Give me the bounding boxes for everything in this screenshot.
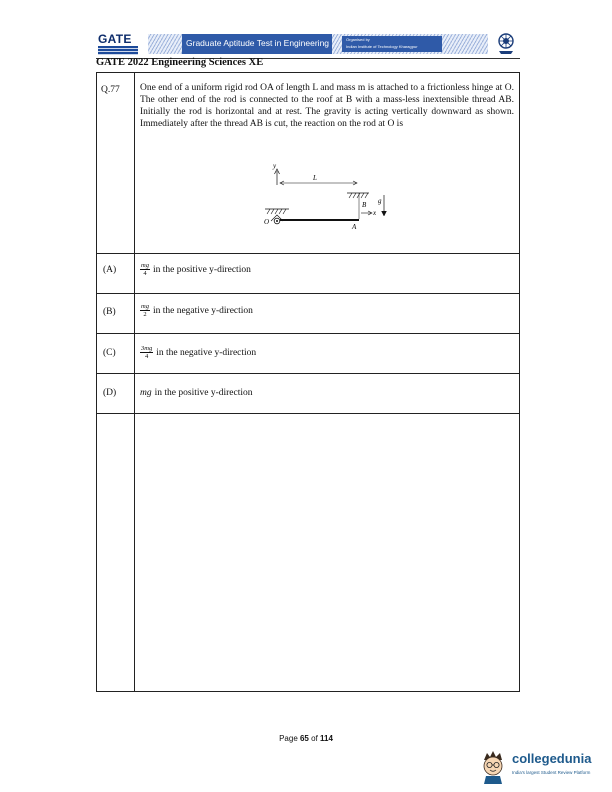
page-total: 114	[320, 734, 333, 743]
option-a-denominator: 4	[143, 270, 147, 277]
point-o-label: O	[264, 218, 270, 226]
option-a-numerator: mg	[141, 262, 149, 269]
option-c-denominator: 4	[144, 353, 149, 360]
option-d	[140, 388, 253, 398]
row-divider-d	[97, 373, 519, 374]
hinge-pin-center	[276, 220, 278, 222]
banner-title: Graduate Aptitude Test in Engineering	[186, 38, 330, 48]
question-number: Q.77	[101, 85, 120, 95]
footer-middle: of	[308, 734, 321, 743]
gravity-arrowhead	[382, 211, 387, 216]
iit-emblem-icon	[494, 31, 518, 55]
option-b-fraction	[140, 303, 150, 318]
exam-title: GATE 2022 Engineering Sciences XE	[96, 57, 264, 68]
option-d-label: (D)	[103, 388, 117, 398]
collegedunia-brand	[478, 748, 608, 788]
option-c-numerator: 3mg	[141, 345, 153, 352]
banner-strip	[148, 34, 488, 54]
x-axis-label: x	[373, 209, 377, 217]
page-footer	[0, 734, 612, 743]
organized-label: Organised by	[346, 37, 370, 42]
gate-logo-text: GATE	[98, 32, 132, 46]
option-b-numerator: mg	[141, 303, 149, 310]
question-text: One end of a uniform rigid rod OA of length L and mass m is attached to a frictionless hinge at O. The other end of the rod is connected to the roof at B with a mass-less inextensible thread AB. Initially the rod is horizontal and at rest. The gravity is acting vertically downward as shown. Immediately after the thread AB is cut, the reaction on the rod at O is	[140, 83, 514, 129]
organizer-name: Indian Institute of Technology Kharagpur	[346, 44, 418, 49]
brand-tagline: India's largest Student Review Platform	[512, 770, 591, 775]
option-c-fraction	[140, 345, 153, 360]
option-a-fraction	[140, 262, 150, 277]
column-divider	[134, 73, 135, 691]
footer-prefix: Page	[279, 734, 300, 743]
row-divider-c	[97, 333, 519, 334]
hinge-hatching	[267, 209, 286, 214]
mascot-icon	[478, 748, 508, 784]
brand-name: collegedunia	[512, 751, 592, 766]
option-a-label: (A)	[103, 265, 117, 275]
row-divider-b	[97, 293, 519, 294]
option-b-text: in the negative y-direction	[152, 305, 253, 316]
question-table	[96, 72, 520, 692]
option-b-label: (B)	[103, 307, 116, 317]
length-label: L	[313, 174, 317, 182]
y-axis-label: y	[273, 163, 277, 170]
row-divider-a	[97, 253, 519, 254]
option-a-text: in the positive y-direction	[152, 264, 251, 275]
page-number: 65	[299, 734, 309, 743]
organizer-box	[342, 36, 442, 52]
point-b-label: B	[362, 201, 367, 209]
rod-diagram	[247, 163, 387, 245]
header-banner	[96, 30, 520, 58]
option-b	[140, 303, 253, 318]
option-d-text: in the positive y-direction	[154, 388, 253, 398]
option-b-denominator: 2	[143, 311, 147, 318]
option-d-prefix: mg	[140, 388, 152, 398]
row-divider-end	[97, 413, 519, 414]
point-a-label: A	[352, 223, 357, 231]
roof-hatching	[349, 193, 368, 198]
option-a	[140, 262, 251, 277]
gate-logo-stripes	[98, 46, 138, 55]
gate-logo	[96, 30, 144, 58]
gravity-label: g	[378, 197, 382, 205]
option-c-text: in the negative y-direction	[156, 347, 257, 358]
option-c-label: (C)	[103, 348, 116, 358]
option-c	[140, 345, 256, 360]
